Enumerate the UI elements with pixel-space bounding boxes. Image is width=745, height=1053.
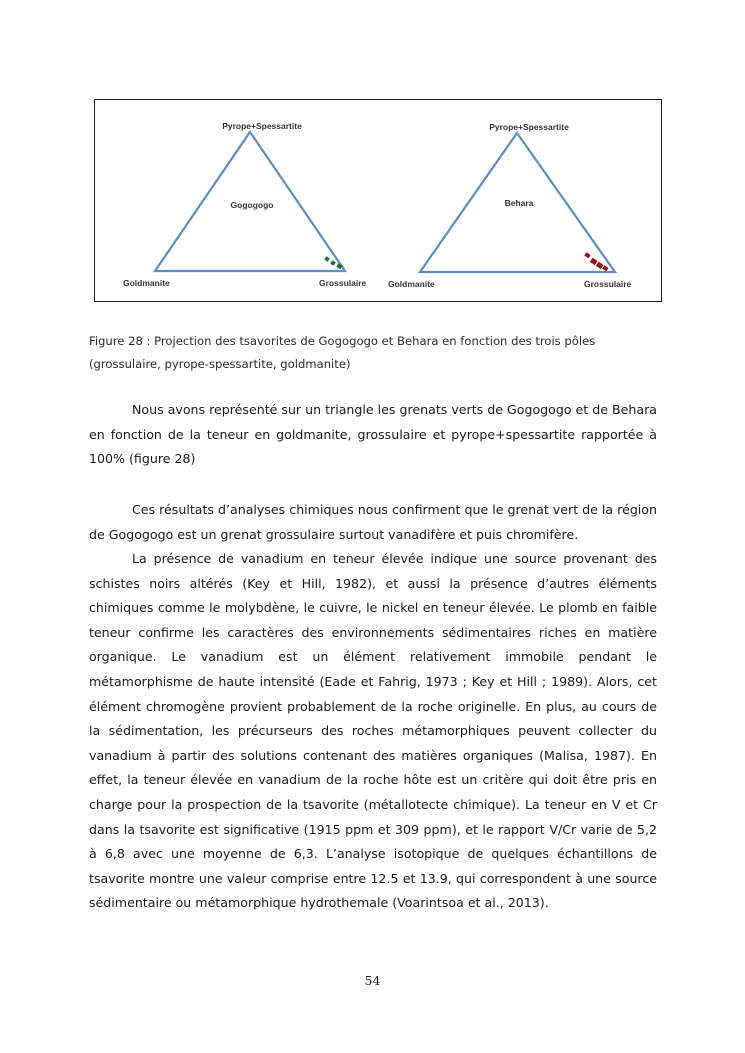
ternary-diagram-gogogogo [123,121,367,288]
apex-top-label-gogogogo: Pyrope+Spessartite [222,121,302,131]
paragraph-discussion: La présence de vanadium en teneur élevée indique une source provenant des schistes noirs altérés (Key et Hill, 1982), et aussi la présence d’autres éléments chimiques comme le molybdène, le cuivre, le nickel en teneur élevée. Le plomb en faible teneur confirme les caractères des environnements sédimentaires riches en matière organique. Le vanadium est un élément relativement immobile pendant le métamorphisme de haute intensité (Eade et Fahrig, 1973 ; Key et Hill ; 1989). Alors, cet élément chromogène provient probablement de la roche originelle. En plus, au cours de la sédimentation, les précurseurs des roches métamorphiques peuvent collecter du vanadium à partir des solutions contenant des matières organiques (Malisa, 1987). En effet, la teneur élevée en vanadium de la roche hôte est un critère qui doit être pris en charge pour la prospection de la tsavorite (métallotecte chimique). La teneur en V et Cr dans la tsavorite est significative (1915 ppm et 309 ppm), et le rapport V/Cr varie de 5,2 à 6,8 avec une moyenne de 6,3. L’analyse isotopique de quelques échantillons de tsavorite montre une valeur comprise entre 12.5 et 13.9, qui correspondent à une source sédimentaire ou métamorphique hydrothemale (Voarintsoa et al., 2013). [89,551,657,911]
data-point [324,256,330,262]
figure-caption: Figure 28 : Projection des tsavorites de Gogogogo et Behara en fonction des trois pôles (grossulaire, pyrope-spessartite, goldmanite) [89,334,596,371]
data-point [336,263,342,269]
figure-frame [94,99,662,302]
ternary-diagrams [95,100,661,301]
apex-right-label-behara: Grossulaire [584,279,632,289]
data-points-behara [584,252,608,271]
page-number: 54 [364,973,381,988]
data-point [330,260,336,266]
data-point [590,258,598,266]
paragraph-results: Ces résultats d’analyses chimiques nous confirment que le grenat vert de la région de Gogogogo est un grenat grossulaire surtout vanadifère et puis chromifère. [89,502,657,542]
diagram-name-gogogogo: Gogogogo [230,200,274,210]
data-point [596,262,604,270]
diagram-name-behara: Behara [504,198,534,208]
paragraph-intro: Nous avons représenté sur un triangle les grenats verts de Gogogogo et de Behara en fonction de la teneur en goldmanite, grossulaire et pyrope+spessartite rapportée à 100% (figure 28) [89,402,657,467]
apex-right-label-gogogogo: Grossulaire [319,278,367,288]
apex-top-label-behara: Pyrope+Spessartite [489,122,569,132]
apex-left-label-gogogogo: Goldmanite [123,278,170,288]
ternary-diagram-behara [388,122,632,289]
data-point [602,265,608,271]
data-point [584,252,590,258]
apex-left-label-behara: Goldmanite [388,279,435,289]
